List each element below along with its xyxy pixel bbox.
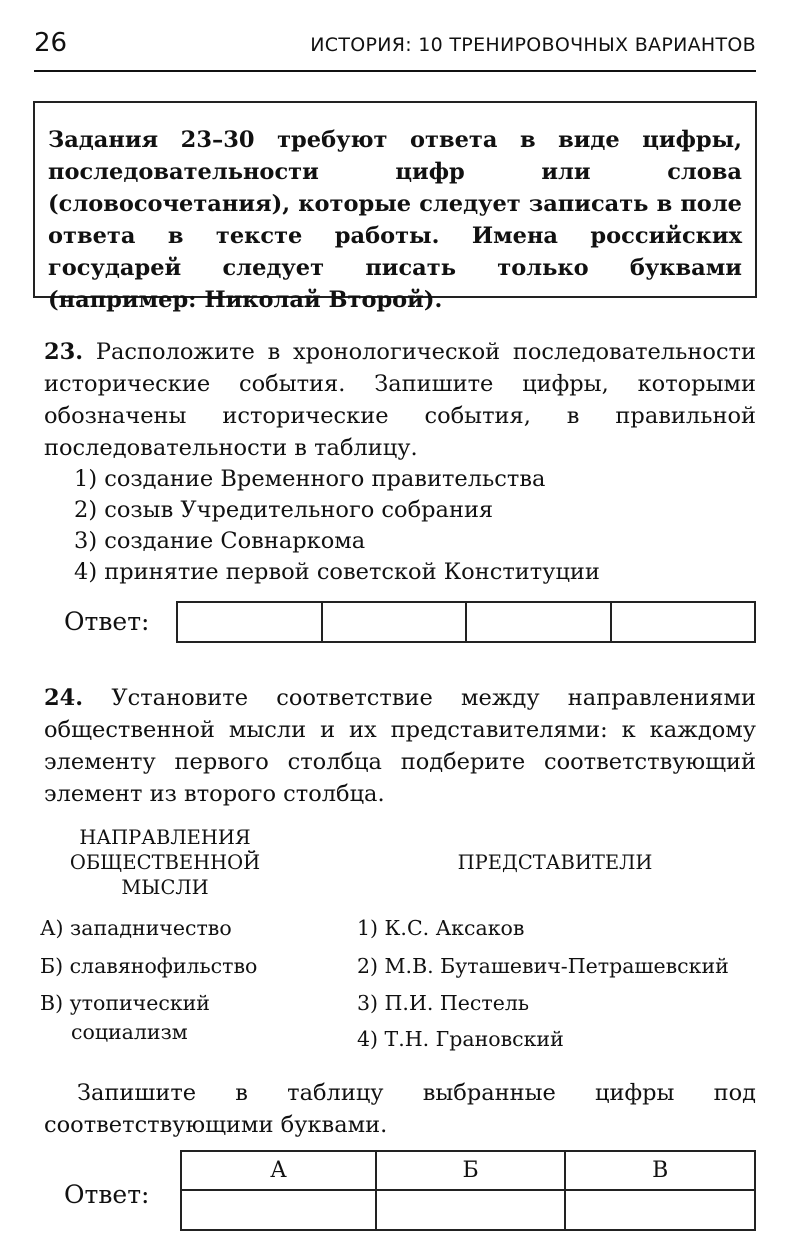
task-24-text: Установите соответствие между направлениями общественной мысли и их представителями: к каждому элементу первого столбца подберите соответствующий элемент из второго столбца. (44, 685, 756, 807)
task-23-question (44, 336, 756, 464)
task-23-answer-cell-4[interactable] (611, 602, 756, 642)
page-number: 26 (34, 28, 68, 58)
task-23-number: 23. (44, 339, 84, 365)
task-24-question (44, 682, 756, 810)
task-23-option-3: 3) создание Совнаркома (74, 528, 366, 554)
task-24-right-item-2: 2) М.В. Буташевич-Петрашевский (357, 954, 729, 978)
task-24-right-header: ПРЕДСТАВИТЕЛИ (457, 851, 653, 874)
task-24-right-item-4: 4) Т.Н. Грановский (357, 1027, 564, 1051)
page-header (34, 22, 756, 72)
task-24-left-item-c: В) утопический (40, 991, 210, 1015)
task-24-left-header: НАПРАВЛЕНИЯ ОБЩЕСТВЕННОЙ МЫСЛИ (69, 826, 261, 899)
task-24-answer-header-a: А (181, 1151, 376, 1190)
task-24-answer-label: Ответ: (64, 1180, 150, 1209)
task-23-option-4: 4) принятие первой советской Конституции (74, 559, 600, 585)
task-23-options (74, 464, 600, 588)
task-23-answer-cell-1[interactable] (177, 602, 322, 642)
task-24-answer-header-c: В (565, 1151, 755, 1190)
task-24-answer-table (180, 1150, 756, 1231)
task-23-answer-cell-3[interactable] (466, 602, 611, 642)
task-24-answer-cell-a[interactable] (181, 1190, 376, 1230)
task-23-text: Расположите в хронологической последовательности исторические события. Запишите цифры, которыми обозначены исторические события, в правильной последовательности в таблицу. (44, 339, 756, 461)
task-24-answer-header-b: Б (376, 1151, 566, 1190)
task-24-write-prompt: Запишите в таблицу выбранные цифры под соответствующими буквами. (44, 1080, 756, 1138)
task-24-number: 24. (44, 685, 84, 711)
task-24-left-item-c-cont: социализм (71, 1020, 188, 1044)
task-24-right-item-3: 3) П.И. Пестель (357, 991, 530, 1015)
task-23-option-1: 1) создание Временного правительства (74, 466, 546, 492)
task-24-left-item-a: А) западничество (40, 916, 232, 940)
running-title: ИСТОРИЯ: 10 ТРЕНИРОВОЧНЫХ ВАРИАНТОВ (310, 34, 756, 56)
task-23-answer-table (176, 601, 756, 643)
task-23-option-2: 2) созыв Учредительного собрания (74, 497, 494, 523)
task-23-answer-cell-2[interactable] (322, 602, 467, 642)
task-24-left-item-b: Б) славянофильство (40, 954, 258, 978)
instruction-text: Задания 23–30 требуют ответа в виде цифры, последовательности цифр или слова (словосочетания), которые следует записать в поле ответа в тексте работы. Имена российских государей следует писать только буквами (например: Николай Второй). (48, 127, 742, 313)
task-24-answer-cell-c[interactable] (565, 1190, 755, 1230)
task-23-answer-label: Ответ: (64, 607, 150, 636)
instruction-box (33, 101, 757, 313)
task-24-right-item-1: 1) К.С. Аксаков (357, 916, 525, 940)
task-24-answer-cell-b[interactable] (376, 1190, 566, 1230)
